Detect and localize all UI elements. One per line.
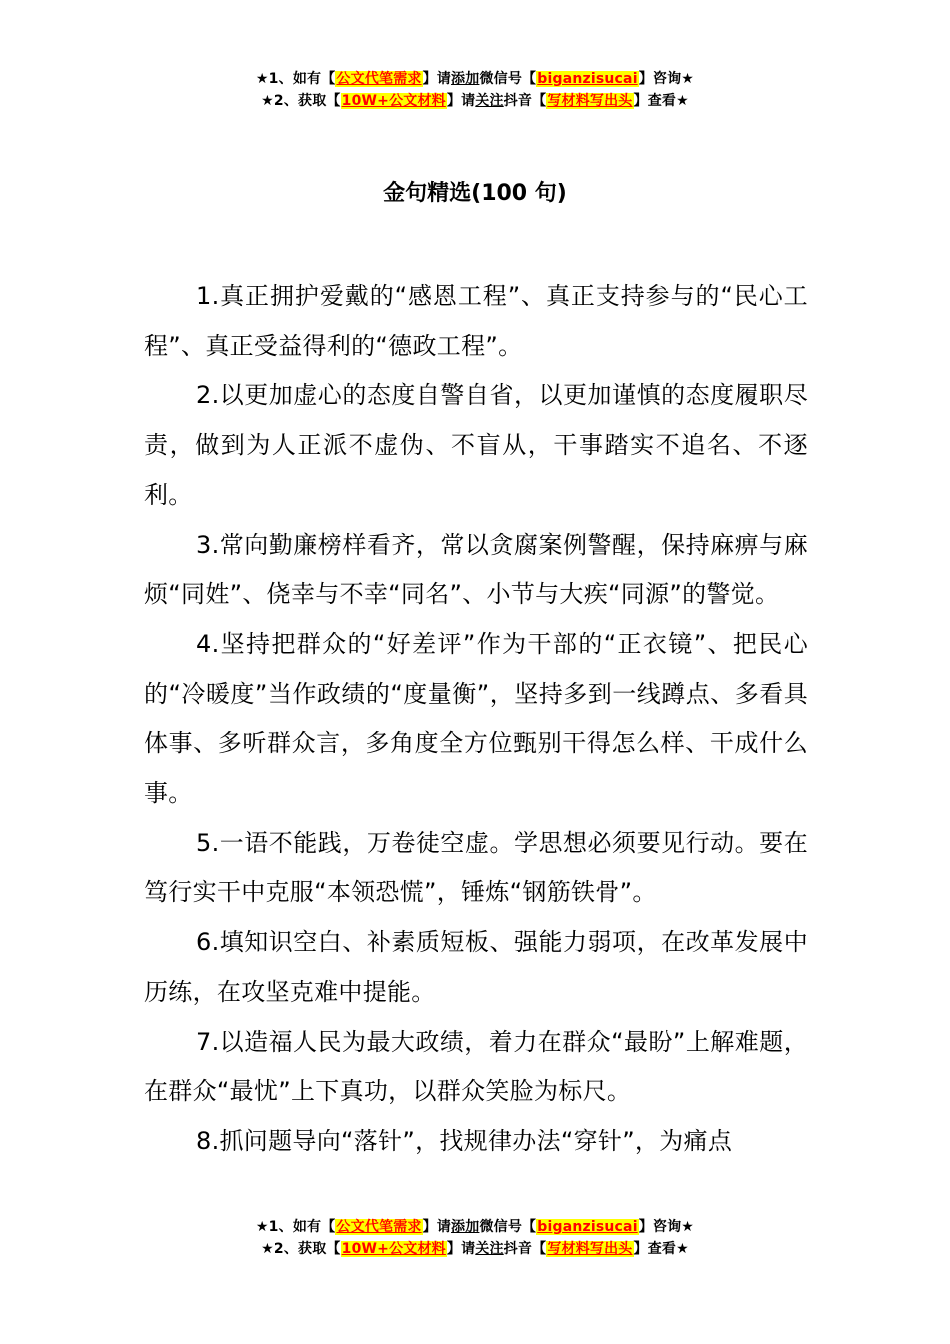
banner-highlight-wechat-id: biganzisucai [537, 71, 638, 87]
banner-highlight-service: 公文代笔需求 [336, 71, 422, 87]
banner-highlight-service: 公文代笔需求 [336, 1219, 422, 1235]
banner-text: 】查看★ [633, 1241, 689, 1257]
banner-emphasis: 添加 [451, 1219, 480, 1235]
document-body [144, 272, 808, 1210]
banner-text: 】请 [422, 71, 452, 87]
quote-paragraph-4: 4.坚持把群众的“好差评”作为干部的“正衣镜”、把民心的“冷暖度”当作政绩的“度量衡”，坚持多到一线蹲点、多看具体事、多听群众言，多角度全方位甄别干得怎么样、干成什么事。 [144, 629, 808, 808]
banner-highlight-materials: 10W+公文材料 [341, 93, 446, 109]
banner-line-2 [0, 1238, 950, 1260]
banner-text: ★1、如有【 [255, 1219, 336, 1235]
banner-line-1 [0, 68, 950, 90]
banner-text: 抖音【 [503, 93, 547, 109]
banner-line-1 [0, 1216, 950, 1238]
banner-text: 】请 [446, 1241, 476, 1257]
quote-paragraph-2: 2.以更加虚心的态度自警自省，以更加谨慎的态度履职尽责，做到为人正派不虚伪、不盲从，干事踏实不追名、不逐利。 [144, 381, 808, 509]
document-title: 金句精选(100 句) [383, 181, 567, 206]
quote-paragraph-5: 5.一语不能践，万卷徒空虚。学思想必须要见行动。要在笃行实干中克服“本领恐慌”，锤炼“钢筋铁骨”。 [144, 828, 808, 907]
banner-text: ★1、如有【 [255, 71, 336, 87]
banner-text: 】咨询★ [638, 1219, 695, 1235]
banner-emphasis: 添加 [451, 71, 480, 87]
banner-highlight-wechat-id: biganzisucai [537, 1219, 638, 1235]
quote-paragraph-3: 3.常向勤廉榜样看齐，常以贪腐案例警醒，保持麻痹与麻烦“同姓”、侥幸与不幸“同名”、小节与大疾“同源”的警觉。 [144, 530, 808, 609]
banner-text: 微信号【 [479, 71, 537, 87]
banner-line-2 [0, 90, 950, 112]
banner-emphasis: 关注 [475, 1241, 504, 1257]
banner-highlight-materials: 10W+公文材料 [341, 1241, 446, 1257]
quote-paragraph-8: 8.抓问题导向“落针”，找规律办法“穿针”，为痛点 [196, 1126, 733, 1155]
banner-highlight-douyin-id: 写材料写出头 [547, 93, 633, 109]
banner-text: 】请 [446, 93, 476, 109]
banner-text: 抖音【 [503, 1241, 547, 1257]
quote-paragraph-7: 7.以造福人民为最大政绩，着力在群众“最盼”上解难题，在群众“最忧”上下真功，以群众笑脸为标尺。 [144, 1027, 808, 1106]
quote-paragraph-1: 1.真正拥护爱戴的“感恩工程”、真正支持参与的“民心工程”、真正受益得利的“德政工程”。 [144, 282, 808, 360]
header-banner [0, 68, 950, 112]
banner-text: 】请 [422, 1219, 452, 1235]
banner-text: 】咨询★ [638, 71, 695, 87]
banner-emphasis: 关注 [475, 93, 504, 109]
banner-highlight-douyin-id: 写材料写出头 [547, 1241, 633, 1257]
footer-banner [0, 1216, 950, 1260]
banner-text: ★2、获取【 [261, 1241, 341, 1257]
banner-text: ★2、获取【 [261, 93, 341, 109]
quote-paragraph-6: 6.填知识空白、补素质短板、强能力弱项，在改革发展中历练，在攻坚克难中提能。 [144, 928, 808, 1006]
banner-text: 】查看★ [633, 93, 689, 109]
banner-text: 微信号【 [479, 1219, 537, 1235]
